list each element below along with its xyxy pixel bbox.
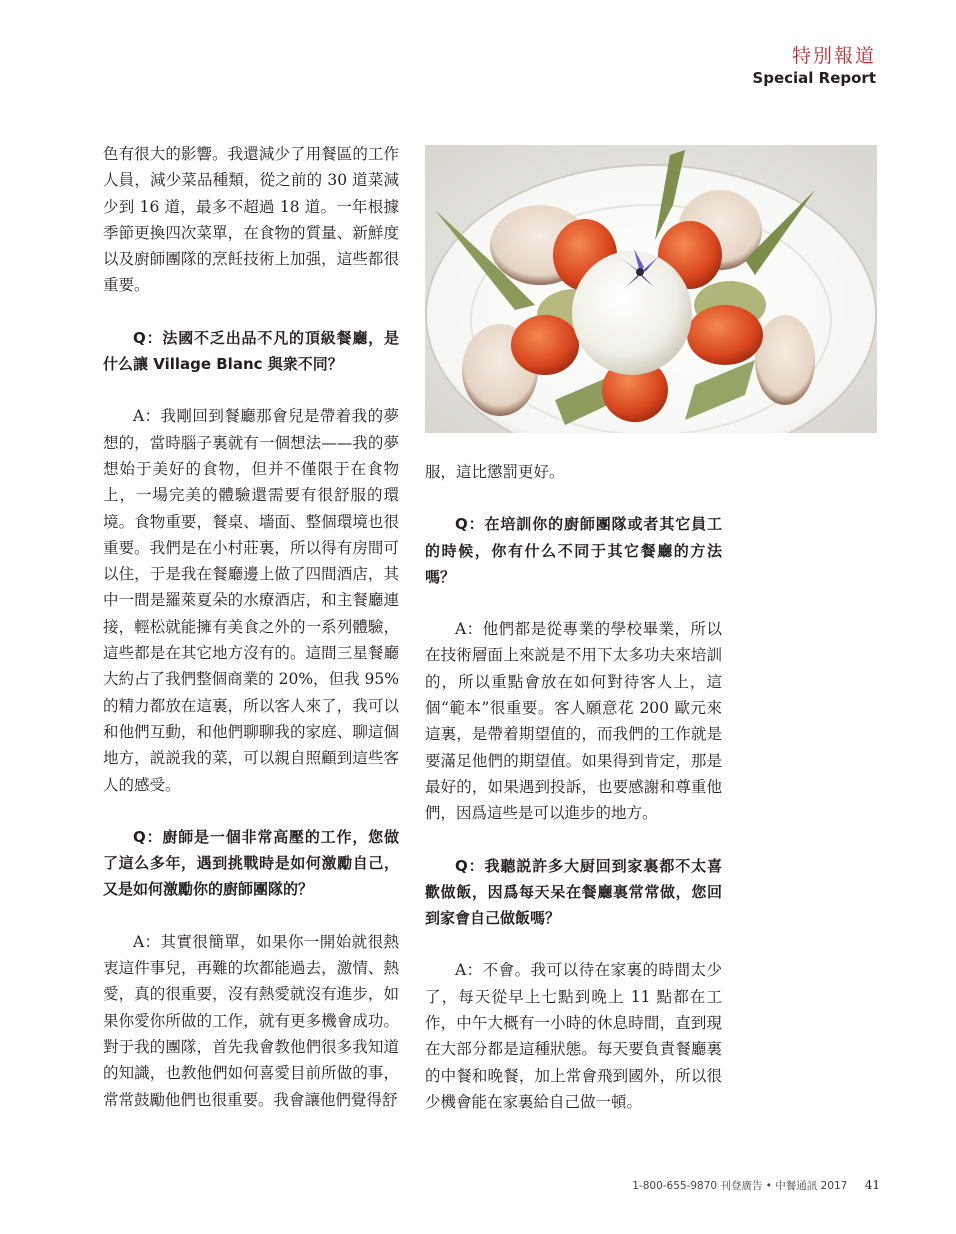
page-number: 41 [864,1178,880,1192]
question-heading: Q：在培訓你的廚師團隊或者其它員工的時候，你有什么不同于其它餐廳的方法嗎？ [425,515,722,586]
left-column [103,141,399,1113]
section-title-en: Special Report [752,69,876,87]
right-column [425,459,722,1115]
dish-photo [425,145,877,433]
section-header [752,44,876,88]
answer-paragraph: A：其實很簡單，如果你一開始就很熱衷這件事兒，再難的坎都能過去，激情、熱愛，真的很重要，沒有熱愛就沒有進步，如果你愛你所做的工作，就有更多機會成功。對于我的團隊，首先我會教他們很多我知道的知識，也教他們如何喜愛目前所做的事，常常鼓勵他們也很重要。我會讓他們覺得舒 [103,932,399,1109]
question-heading: Q：我聽説許多大厨回到家裏都不太喜歡做飯，因爲每天呆在餐廳裏常常做，您回到家會自己做飯嗎？ [425,856,722,928]
answer-paragraph: A：他們都是從專業的學校畢業，所以在技術層面上來説是不用下太多功夫來培訓的，所以重點會放在如何對待客人上，這個“範本”很重要。客人願意花 200 歐元來這裏，是帶着期望值的，而我們的工作就是要滿足他們的期望值。如果得到肯定，那是最好的，如果遇到投訴，也要感謝和尊重他們，因爲這些是可以進步的地方。 [425,620,722,823]
question-heading: Q：廚師是一個非常高壓的工作，您做了這么多年，遇到挑戰時是如何激勵自己，又是如何激勵你的廚師團隊的？ [103,827,399,899]
body-paragraph: 色有很大的影響。我還減少了用餐區的工作人員，減少菜品種類，從之前的 30 道菜減少到 16 道，最多不超過 18 道。一年根據季節更換四次菜單，在食物的質量、新鮮度以及廚師團隊的烹飪技術上加强，這些都很重要。 [103,145,399,295]
dish-illustration [425,145,877,433]
footer-line: 1-800-655-9870 刊登廣告 • 中餐通訊 2017 [632,1180,848,1192]
answer-paragraph: A：不會。我可以待在家裏的時間太少了，每天從早上七點到晚上 11 點都在工作，中午大概有一小時的休息時間，直到現在大部分都是這種狀態。每天要負責餐廳裏的中餐和晚餐，加上常會飛到國外，所以很少機會能在家裏給自己做一頓。 [425,961,722,1111]
answer-paragraph: A：我剛回到餐廳那會兒是帶着我的夢想的，當時腦子裏就有一個想法——我的夢想始于美好的食物，但并不僅限于在食物上，一場完美的體驗還需要有很舒服的環境。食物重要，餐桌、墻面、整個環境也很重要。我們是在小村莊裏，所以得有房間可以住，于是我在餐廳邊上做了四間酒店，其中一間是羅萊夏朵的水療酒店，和主餐廳連接，輕松就能擁有美食之外的一系列體驗，這些都是在其它地方沒有的。這間三星餐廳大約占了我們整個商業的 20%，但我 95% 的精力都放在這裏，所以客人來了，我可以和他們互動，和他們聊聊我的家庭、聊這個地方，説説我的菜，可以親自照顧到這些客人的感受。 [103,407,399,794]
question-heading: Q：法國不乏出品不凡的頂級餐廳，是什么讓 Village Blanc 與衆不同？ [103,328,399,374]
section-title-zh: 特別報道 [791,45,876,67]
body-paragraph: 服，這比懲罰更好。 [425,463,565,481]
page-footer [560,1178,880,1193]
